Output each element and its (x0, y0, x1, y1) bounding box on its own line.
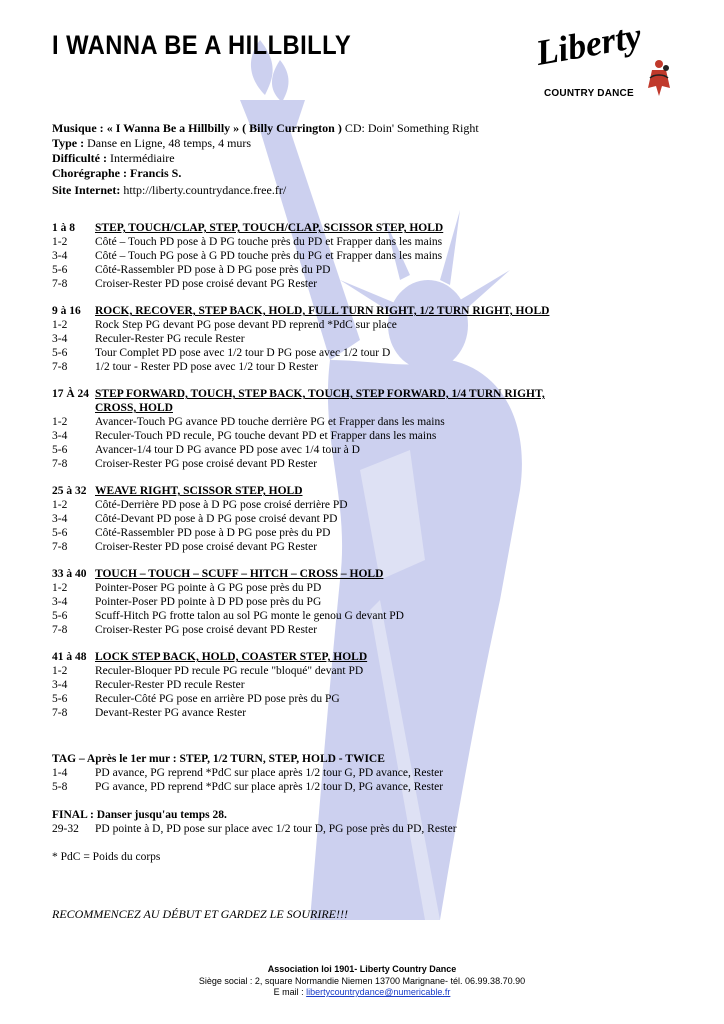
footer (0, 964, 724, 999)
step-line (52, 263, 585, 277)
step-count: 3-4 (52, 513, 68, 525)
difficulte-label: Difficulté : (52, 151, 107, 165)
step-count: 7-8 (52, 624, 68, 636)
step-line (52, 235, 585, 249)
step-line (52, 623, 585, 637)
step-line (52, 512, 585, 526)
step-line (52, 822, 457, 836)
step-count: 5-6 (52, 693, 68, 705)
step-text: Pointer-Poser PG pointe à G PG pose près du PD (95, 582, 322, 594)
step-count: 7-8 (52, 458, 68, 470)
cd-value: CD: Doin' Something Right (344, 121, 479, 135)
step-line (52, 581, 585, 595)
step-count: 3-4 (52, 679, 68, 691)
section-range: 41 à 48 (52, 651, 87, 663)
section-heading (52, 567, 585, 581)
step-text: Côté-Rassembler PD pose à D PG pose près du PD (95, 264, 331, 276)
step-line (52, 766, 457, 780)
step-line (52, 678, 585, 692)
step-line (52, 526, 585, 540)
step-text: Tour Complet PD pose avec 1/2 tour D PG pose avec 1/2 tour D (95, 347, 391, 359)
step-line (52, 664, 585, 678)
step-text: PD avance, PG reprend *PdC sur place après 1/2 tour G, PD avance, Rester (95, 767, 444, 779)
section (52, 304, 585, 374)
step-count: 5-8 (52, 781, 68, 793)
step-line (52, 498, 585, 512)
dance-title: I WANNA BE A HILLBILLY (52, 30, 352, 60)
liberty-country-dance-logo (532, 15, 675, 110)
step-count: 1-2 (52, 582, 68, 594)
step-text: PD pointe à D, PD pose sur place avec 1/2 tour D, PG pose près du PD, Rester (95, 823, 457, 835)
step-line (52, 277, 585, 291)
step-count: 1-2 (52, 236, 68, 248)
musique-row (52, 121, 479, 136)
site-label: Site Internet: (52, 183, 121, 197)
step-text: Côté-Devant PD pose à D PG pose croisé devant PD (95, 513, 338, 525)
closing-message: RECOMMENCEZ AU DÉBUT ET GARDEZ LE SOURIRE!!! (52, 907, 348, 921)
footer-email-row (0, 987, 724, 999)
choregraphe-row (52, 166, 479, 181)
section (52, 387, 585, 471)
step-count: 5-6 (52, 347, 68, 359)
step-text: Avancer-Touch PG avance PD touche derrière PG et Frapper dans les mains (95, 416, 445, 428)
step-count: 29-32 (52, 823, 79, 835)
pdc-note: * PdC = Poids du corps (52, 851, 161, 863)
step-text: Avancer-1/4 tour D PG avance PD pose avec 1/4 tour à D (95, 444, 360, 456)
site-row (52, 183, 479, 198)
step-count: 3-4 (52, 333, 68, 345)
step-text: Reculer-Bloquer PD recule PG recule "bloqué" devant PD (95, 665, 364, 677)
difficulte-value: Intermédiaire (109, 151, 175, 165)
section-heading (52, 221, 585, 235)
section-range: 25 à 32 (52, 485, 87, 497)
step-line (52, 706, 585, 720)
section-title: STEP FORWARD, TOUCH, STEP BACK, TOUCH, STEP FORWARD, 1/4 TURN RIGHT, CROSS, HOLD (95, 388, 545, 414)
section-title: WEAVE RIGHT, SCISSOR STEP, HOLD (95, 485, 303, 497)
final-block (52, 808, 457, 836)
step-count: 5-6 (52, 610, 68, 622)
step-text: Reculer-Côté PG pose en arrière PD pose près du PG (95, 693, 340, 705)
step-text: Croiser-Rester PD pose croisé devant PG Rester (95, 541, 318, 553)
step-count: 7-8 (52, 278, 68, 290)
step-count: 1-4 (52, 767, 68, 779)
step-text: Côté – Touch PD pose à D PG touche près du PD et Frapper dans les mains (95, 236, 443, 248)
dancers-icon (644, 58, 674, 98)
musique-value: « I Wanna Be a Hillbilly » ( Billy Currington ) (106, 121, 342, 135)
choregraphe-label: Chorégraphe : (52, 166, 127, 180)
step-text: Côté-Derrière PD pose à D PG pose croisé derrière PD (95, 499, 348, 511)
musique-label: Musique : (52, 121, 104, 135)
step-line (52, 346, 585, 360)
step-text: Scuff-Hitch PG frotte talon au sol PG monte le genou G devant PD (95, 610, 404, 622)
step-text: 1/2 tour - Rester PD pose avec 1/2 tour D Rester (95, 361, 318, 373)
section-range: 1 à 8 (52, 222, 75, 234)
site-value[interactable]: http://liberty.countrydance.free.fr/ (123, 183, 287, 197)
section-title: TOUCH – TOUCH – SCUFF – HITCH – CROSS – HOLD (95, 568, 384, 580)
step-count: 7-8 (52, 707, 68, 719)
step-text: Pointer-Poser PD pointe à D PD pose près du PG (95, 596, 322, 608)
step-line (52, 443, 585, 457)
step-line (52, 360, 585, 374)
section (52, 221, 585, 291)
step-count: 1-2 (52, 319, 68, 331)
step-text: Côté – Touch PG pose à G PD touche près du PG et Frapper dans les mains (95, 250, 443, 262)
step-count: 3-4 (52, 250, 68, 262)
tag-heading: TAG – Après le 1er mur : STEP, 1/2 TURN, STEP, HOLD - TWICE (52, 753, 385, 765)
footer-email-link[interactable]: libertycountrydance@numericable.fr (306, 987, 451, 997)
step-line (52, 540, 585, 554)
tag-block (52, 752, 457, 794)
section-title: LOCK STEP BACK, HOLD, COASTER STEP, HOLD (95, 651, 368, 663)
step-line (52, 692, 585, 706)
section-range: 17 À 24 (52, 388, 90, 400)
choregraphe-value: Francis S. (130, 166, 182, 180)
logo-script: Liberty (532, 15, 645, 74)
footer-address: Siège social : 2, square Normandie Niemen 13700 Marignane- tél. 06.99.38.70.90 (198, 975, 526, 986)
step-sections (52, 221, 585, 733)
final-heading: FINAL : Danser jusqu'au temps 28. (52, 809, 227, 821)
difficulte-row (52, 151, 479, 166)
footer-association: Association loi 1901- Liberty Country Dance (267, 964, 457, 974)
section-heading (52, 484, 585, 498)
step-count: 5-6 (52, 527, 68, 539)
step-text: PG avance, PD reprend *PdC sur place après 1/2 tour D, PG avance, Rester (95, 781, 444, 793)
step-text: Reculer-Rester PD recule Rester (95, 679, 245, 691)
type-row (52, 136, 479, 151)
step-line (52, 429, 585, 443)
step-line (52, 318, 585, 332)
section-heading (52, 304, 585, 318)
step-count: 5-6 (52, 264, 68, 276)
section-range: 9 à 16 (52, 305, 81, 317)
step-text: Devant-Rester PG avance Rester (95, 707, 247, 719)
step-text: Reculer-Rester PG recule Rester (95, 333, 245, 345)
type-label: Type : (52, 136, 85, 150)
step-count: 5-6 (52, 444, 68, 456)
section (52, 567, 585, 637)
type-value: Danse en Ligne, 48 temps, 4 murs (87, 136, 252, 150)
step-count: 7-8 (52, 541, 68, 553)
step-line (52, 609, 585, 623)
step-line (52, 595, 585, 609)
section-title: STEP, TOUCH/CLAP, STEP, TOUCH/CLAP, SCISSOR STEP, HOLD (95, 222, 444, 234)
section (52, 650, 585, 720)
step-text: Croiser-Rester PG pose croisé devant PD Rester (95, 458, 318, 470)
section-range: 33 à 40 (52, 568, 87, 580)
step-count: 3-4 (52, 430, 68, 442)
tag-and-final (52, 752, 457, 850)
footer-email-label: E mail : (273, 987, 304, 997)
step-line (52, 780, 457, 794)
step-count: 7-8 (52, 361, 68, 373)
step-text: Croiser-Rester PG pose croisé devant PD Rester (95, 624, 318, 636)
step-text: Reculer-Touch PD recule, PG touche devant PD et Frapper dans les mains (95, 430, 437, 442)
section-heading (52, 387, 585, 415)
step-count: 1-2 (52, 416, 68, 428)
section-title: ROCK, RECOVER, STEP BACK, HOLD, FULL TURN RIGHT, 1/2 TURN RIGHT, HOLD (95, 305, 550, 317)
step-text: Croiser-Rester PD pose croisé devant PG Rester (95, 278, 318, 290)
step-count: 1-2 (52, 499, 68, 511)
section-heading (52, 650, 585, 664)
step-line (52, 457, 585, 471)
step-text: Rock Step PG devant PG pose devant PD reprend *PdC sur place (95, 319, 397, 331)
dance-info (52, 121, 479, 198)
step-line (52, 249, 585, 263)
step-count: 3-4 (52, 596, 68, 608)
step-line (52, 415, 585, 429)
step-count: 1-2 (52, 665, 68, 677)
section (52, 484, 585, 554)
step-line (52, 332, 585, 346)
logo-subtitle: COUNTRY DANCE (544, 88, 634, 99)
step-text: Côté-Rassembler PD pose à D PG pose près du PD (95, 527, 331, 539)
